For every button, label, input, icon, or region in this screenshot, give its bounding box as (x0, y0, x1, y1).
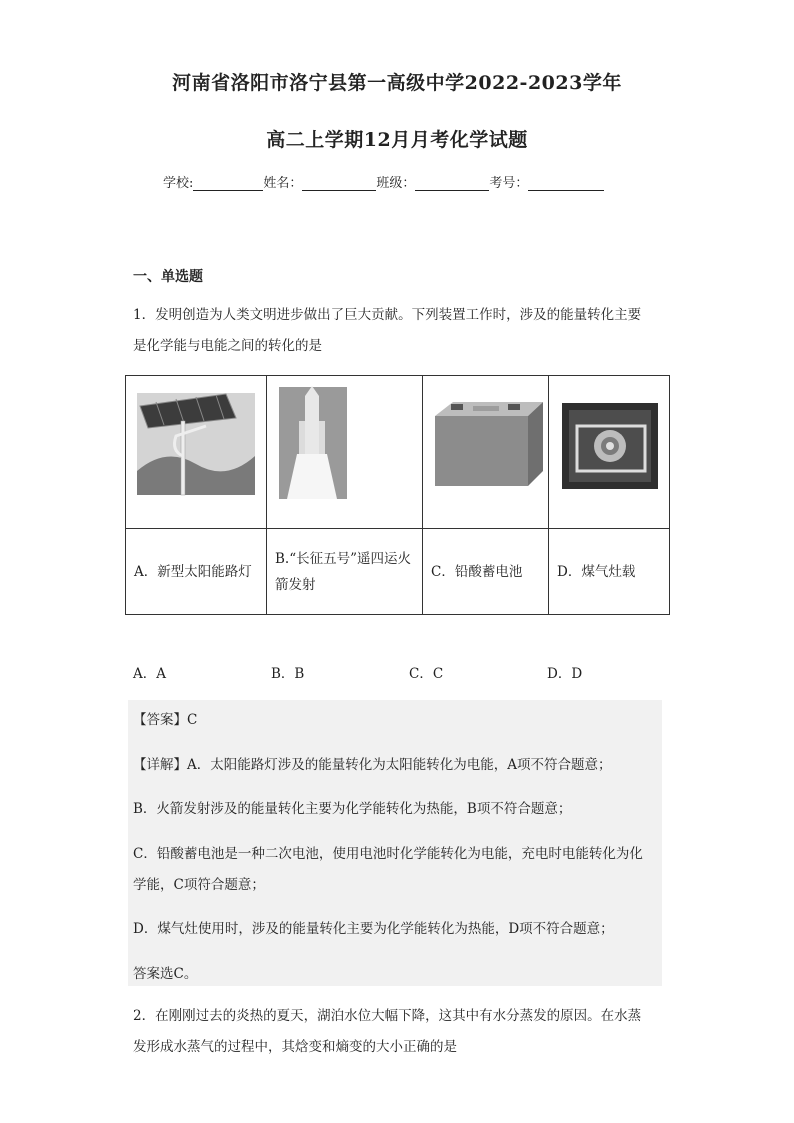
detail-line-3: C．铅酸蓄电池是一种二次电池，使用电池时化学能转化为电能，充电时电能转化为化 (133, 846, 643, 862)
question1-stem-line1: 1．发明创造为人类文明进步做出了巨大贡献。下列装置工作时，涉及的能量转化主要 (133, 307, 642, 323)
option-d-image-cell (549, 376, 670, 529)
page-title-line2: 高二上学期12月月考化学试题 (266, 129, 528, 151)
option-a-label: A．新型太阳能路灯 (126, 529, 267, 615)
choice-b[interactable]: B．B (271, 666, 305, 682)
option-c-image-cell (423, 376, 549, 529)
detail-line-5: D．煤气灶使用时，涉及的能量转化主要为化学能转化为热能，D项不符合题意； (133, 921, 614, 937)
exam-no-label: 考号： (489, 176, 529, 191)
choice-c[interactable]: C．C (409, 666, 444, 682)
detail-line-2: B．火箭发射涉及的能量转化主要为化学能转化为热能，B项不符合题意； (133, 801, 572, 817)
school-label: 学校: (163, 176, 194, 191)
gas-stove-photo-icon (549, 376, 669, 524)
name-blank[interactable] (302, 176, 376, 191)
answer-line: 【答案】C (133, 712, 198, 728)
question1-stem (133, 300, 663, 362)
question2-stem-line2: 发形成水蒸气的过程中，其焓变和熵变的大小正确的是 (133, 1039, 457, 1055)
option-b-label: B.“长征五号”遥四运火箭发射 (267, 529, 423, 615)
name-label: 姓名： (263, 176, 303, 191)
solar-street-lamp-photo-icon (126, 376, 266, 524)
exam-no-blank[interactable] (528, 176, 604, 191)
option-c-label: C．铅酸蓄电池 (423, 529, 549, 615)
question1-options-table (125, 375, 670, 615)
school-blank[interactable] (193, 176, 263, 191)
detail-line-6: 答案选C。 (133, 966, 198, 982)
question2-stem-line1: 2．在刚刚过去的炎热的夏天，湖泊水位大幅下降，这其中有水分蒸发的原因。在水蒸 (133, 1008, 642, 1024)
class-label: 班级： (376, 176, 416, 191)
option-d-label: D．煤气灶载 (549, 529, 670, 615)
rocket-launch-photo-icon (267, 376, 422, 524)
question2-stem (133, 1001, 663, 1063)
lead-acid-battery-photo-icon (423, 376, 548, 524)
question1-stem-line2: 是化学能与电能之间的转化的是 (133, 338, 322, 354)
page-title-line1: 河南省洛阳市洛宁县第一高级中学2022-2023学年 (172, 72, 622, 94)
choice-d[interactable]: D．D (547, 666, 583, 682)
class-blank[interactable] (415, 176, 489, 191)
option-a-image-cell (126, 376, 267, 529)
detail-line-1: 【详解】A．太阳能路灯涉及的能量转化为太阳能转化为电能，A项不符合题意； (133, 757, 612, 773)
option-b-image-cell (267, 376, 423, 529)
student-info-row (163, 172, 604, 191)
choice-a[interactable]: A．A (133, 666, 166, 682)
detail-line-4: 学能，C项符合题意； (133, 877, 265, 893)
section-heading: 一、单选题 (133, 269, 203, 285)
